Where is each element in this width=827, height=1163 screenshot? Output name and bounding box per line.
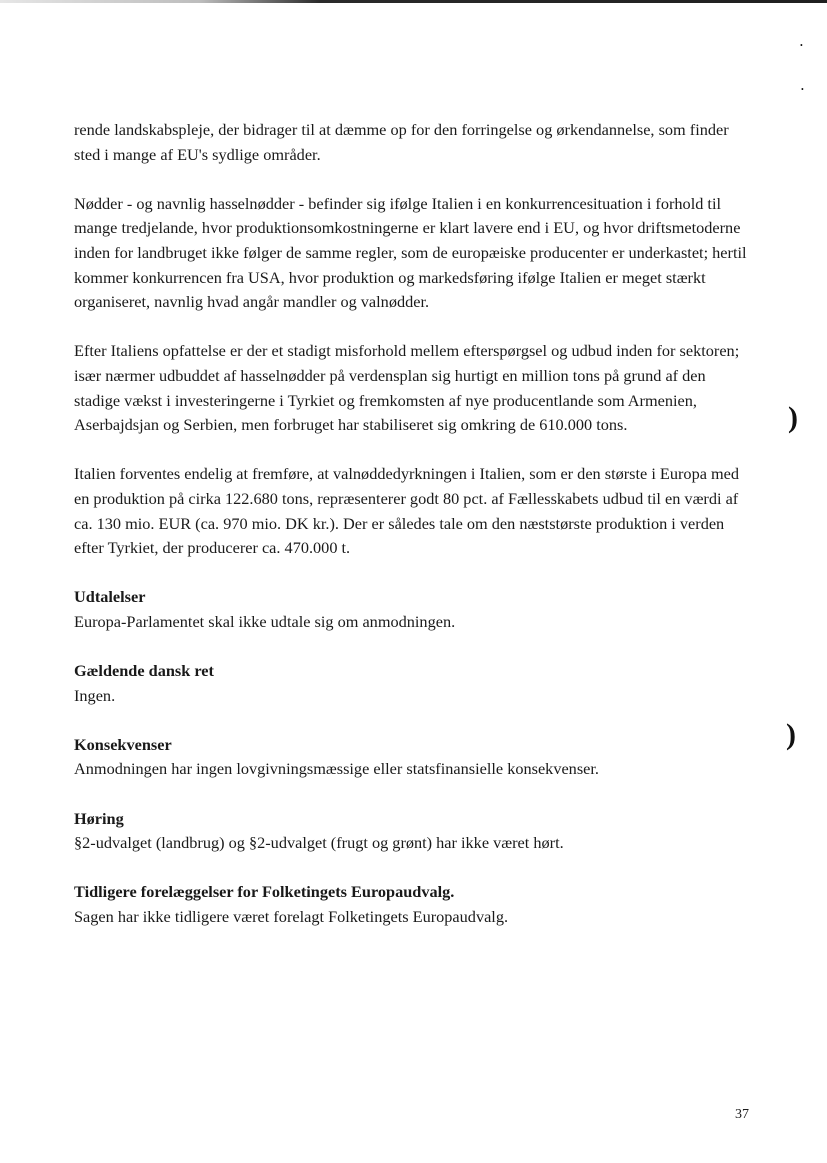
section-heading: Udtalelser	[74, 587, 146, 607]
top-scan-rule	[0, 0, 827, 3]
section-heading: Tidligere forelæggelser for Folketingets Europaudvalg.	[74, 882, 455, 902]
scan-dot-mark: •	[800, 41, 803, 50]
scan-dot-mark: •	[801, 85, 804, 94]
body-paragraph: Italien forventes endelig at fremføre, at valnøddedyrkningen i Italien, som er den største i Europa med en produktion på cirka 122.680 tons, repræsenterer godt 80 pct. af Fællesskabets udbud til en værdi af ca. 130 mio. EUR (ca. 970 mio. DK kr.). Der er således tale om den næststørste produktion i verden efter Tyrkiet, der producerer ca. 470.000 t.	[74, 464, 740, 558]
section-heading: Høring	[74, 808, 124, 828]
section-heading: Gældende dansk ret	[74, 661, 214, 681]
binder-hole-mark: )	[786, 718, 796, 751]
section-konsekvenser	[74, 733, 754, 782]
section-hoering	[74, 807, 754, 856]
section-text: Ingen.	[74, 685, 116, 705]
section-udtalelser	[74, 585, 754, 634]
section-text: Europa-Parlamentet skal ikke udtale sig om anmodningen.	[74, 611, 456, 631]
body-paragraph: Efter Italiens opfattelse er der et stadigt misforhold mellem efterspørgsel og udbud inden for sektoren; især nærmer udbuddet af hasselnødder på verdensplan sig hurtigt en million tons på grund af den stadige vækst i investeringerne i Tyrkiet og fremkomsten af nye producentlande som Armenien, Aserbajdsjan og Serbien, men forbruget har stabiliseret sig omkring de 610.000 tons.	[74, 341, 740, 435]
section-text: Anmodningen har ingen lovgivningsmæssige eller statsfinansielle konsekvenser.	[74, 759, 599, 779]
body-paragraph: rende landskabspleje, der bidrager til at dæmme op for den forringelse og ørkendannelse, som finder sted i mange af EU's sydlige områder.	[74, 120, 729, 164]
section-text: §2-udvalget (landbrug) og §2-udvalget (frugt og grønt) har ikke været hørt.	[74, 833, 564, 853]
binder-hole-mark: )	[788, 401, 798, 434]
section-tidligere-forelaeggelser	[74, 880, 754, 929]
section-gaeldende-dansk-ret	[74, 659, 754, 708]
section-heading: Konsekvenser	[74, 734, 172, 754]
body-paragraph: Nødder - og navnlig hasselnødder - befinder sig ifølge Italien i en konkurrencesituation i forhold til mange tredjelande, hvor produktionsomkostningerne er klart lavere end i EU, og hvor driftsmetoderne inden for landbruget ikke følger de samme regler, som de europæiske producenter er underkastet; hertil kommer konkurrencen fra USA, hvor produktion og markedsføring ifølge Italien er meget stærkt organiseret, navnlig hvad angår mandler og valnødder.	[74, 193, 747, 312]
section-text: Sagen har ikke tidligere været forelagt Folketingets Europaudvalg.	[74, 907, 509, 926]
document-body	[74, 118, 754, 930]
page-number: 37	[735, 1107, 749, 1122]
